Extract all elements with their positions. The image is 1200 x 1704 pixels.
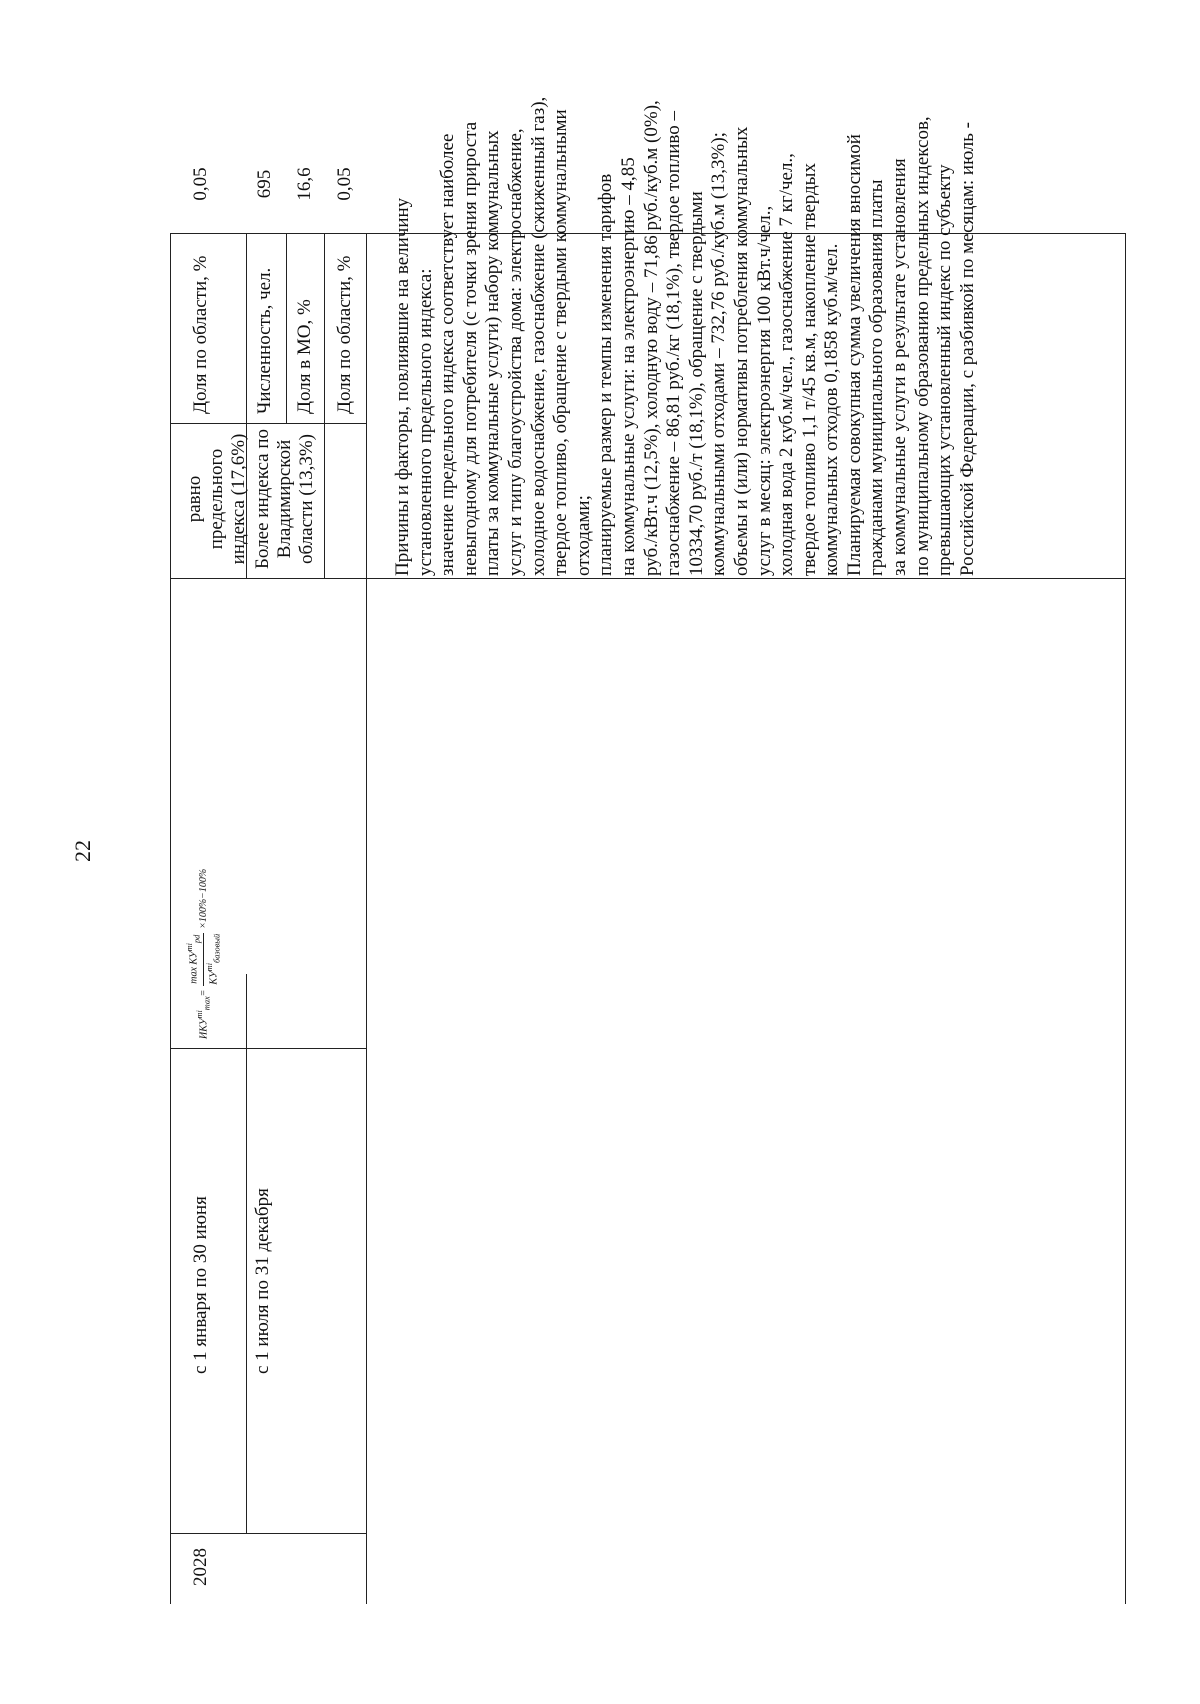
period-first-half: с 1 января по 30 июня	[190, 1196, 211, 1374]
row-divider-4	[286, 234, 287, 424]
formula-tail: ×100%−100%	[197, 868, 209, 929]
row-divider-1	[246, 974, 247, 1534]
reasons-line: Российской Федерации, с разбивкой по месяцам: июль -	[956, 121, 978, 576]
criterion-above: Более индекса по Владимирской области (13,3%)	[252, 429, 317, 569]
reasons-line: 10334,70 руб./т (18,1%), обращение с твердыми	[685, 191, 707, 576]
reasons-line: планируемые размер и темпы изменения тарифов	[595, 173, 617, 576]
year-cell: 2028	[190, 1548, 211, 1586]
reasons-line: коммунальных отходов 0,1858 куб.м/чел.	[821, 243, 843, 576]
reasons-line: холодное водоснабжение, газоснабжение (сжиженный газ),	[527, 96, 549, 576]
reasons-text	[392, 0, 979, 576]
reasons-line: платы за коммунальные услуги) набору коммунальных	[482, 130, 504, 576]
indicator-value-1: 0,05	[190, 167, 211, 201]
reasons-line: установленного предельного индекса:	[414, 268, 436, 576]
formula-lhs: $ИКУ^{mi}_{max}=$	[195, 989, 212, 1039]
row-divider-3	[324, 234, 325, 579]
indicator-label-4: Доля по области, %	[334, 255, 355, 414]
indicator-value-3: 16,6	[294, 167, 315, 201]
indicator-label-2: Численность, чел.	[254, 267, 275, 414]
reasons-line: объемы и (или) нормативы потребления коммунальных	[730, 126, 752, 576]
reasons-line: превышающих установленный индекс по субъекту	[934, 164, 956, 576]
row-divider-5	[366, 234, 367, 1604]
column-divider-period	[170, 1048, 366, 1049]
reasons-line: значение предельного индекса соответствует наиболее	[437, 133, 459, 576]
reasons-line: услуг в месяц: электроэнергия 100 кВт.ч/чел.,	[753, 205, 775, 576]
indicator-label-3: Доля в МО, %	[294, 299, 315, 414]
reasons-line: гражданами муниципального образования платы	[866, 179, 888, 576]
reasons-line: твердое топливо 1,1 т/45 кв.м, накопление твердых	[798, 163, 820, 576]
reasons-line: твердое топливо, обращение с твердыми коммунальными	[550, 109, 572, 576]
reasons-line: газоснабжение – 86,81 руб./кг (18,1%), твердое топливо –	[663, 111, 685, 576]
reasons-line: на коммунальные услуги: на электроэнергию – 4,85	[617, 157, 639, 576]
indicator-value-2: 695	[254, 169, 275, 199]
column-divider-year	[170, 1533, 366, 1534]
reasons-line: услуг и типу благоустройства дома: электроснабжение,	[504, 128, 526, 576]
reasons-line: невыгодному для потребителя (с точки зрения прироста	[459, 121, 481, 576]
reasons-line: руб./кВт.ч (12,5%), холодную воду – 71,86 руб./куб.м (0%),	[640, 100, 662, 576]
reasons-line: коммунальными отходами – 732,76 руб./куб.м (13,3%);	[708, 132, 730, 576]
indicator-label-1: Доля по области, %	[190, 255, 211, 414]
period-second-half: с 1 июля по 31 декабря	[252, 1188, 273, 1374]
criterion-equal: равно предельного индекса (17,6%)	[184, 433, 249, 565]
page-number: 22	[70, 840, 95, 862]
indicator-value-4: 0,05	[334, 167, 355, 201]
reasons-line: отходами;	[572, 495, 594, 576]
reasons-line: по муниципальному образованию предельных индексов,	[911, 116, 933, 576]
table-border-top	[170, 234, 171, 1604]
formula-fraction: $\max КУ^{mi}_{pd}$ $КУ^{mi}_{базовый}$	[185, 933, 222, 985]
index-formula	[184, 809, 224, 1039]
table-border-bottom	[1125, 234, 1126, 1604]
reasons-line: Планируемая совокупная сумма увеличения вносимой	[843, 134, 865, 576]
rotated-table	[170, 96, 1130, 1604]
column-divider-formula	[170, 578, 1126, 579]
reasons-line: Причины и факторы, повлиявшие на величину	[392, 197, 413, 576]
reasons-line: за коммунальные услуги в результате установления	[889, 158, 911, 576]
reasons-line: холодная вода 2 куб.м/чел., газоснабжение 7 кг/чел.,	[776, 153, 798, 576]
